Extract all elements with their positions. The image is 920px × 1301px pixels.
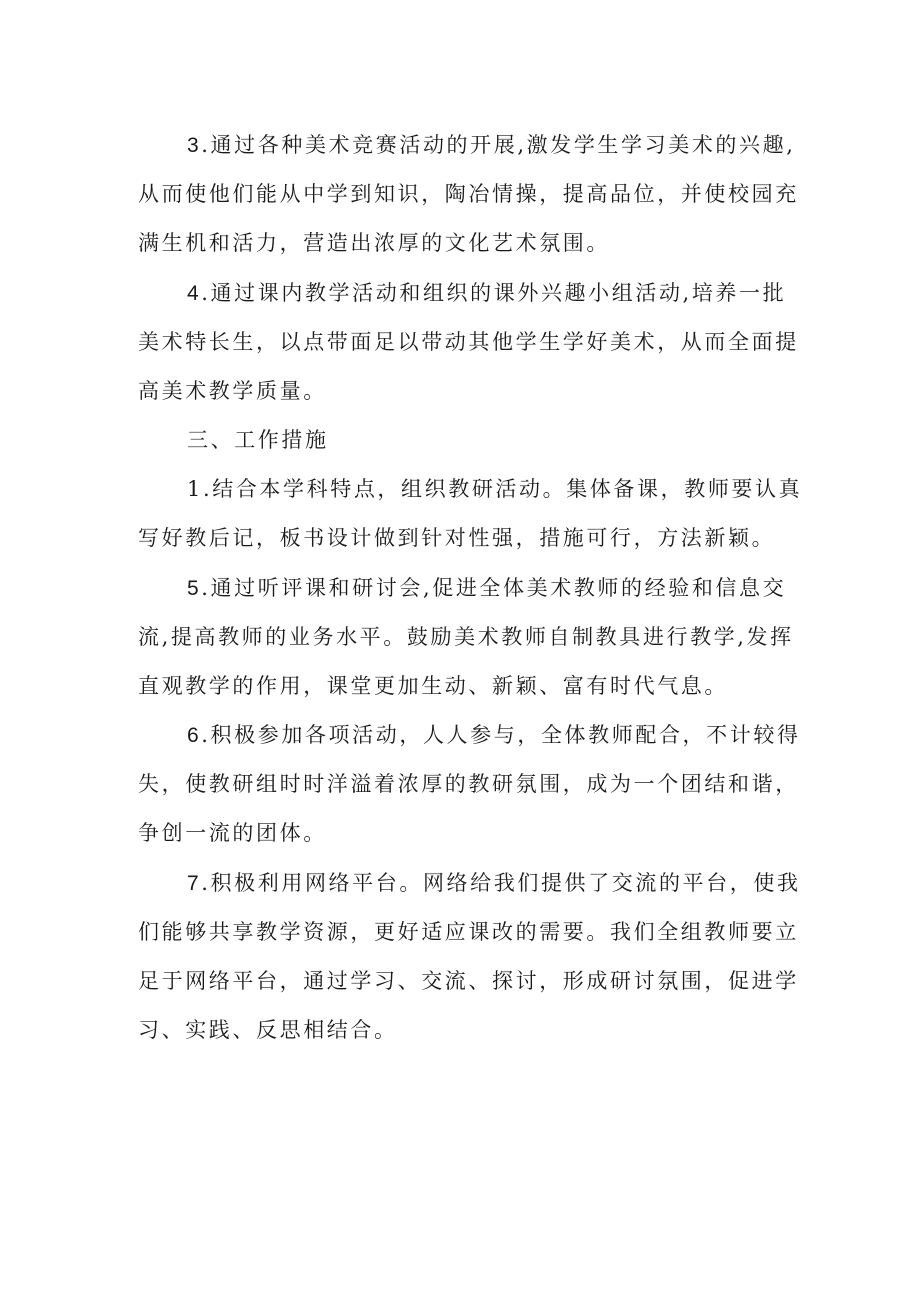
- item-6-number: 6: [187, 724, 202, 747]
- item-5-line-1: [187, 574, 786, 603]
- item-7-line-4: 习、实践、反思相结合。: [138, 1018, 398, 1042]
- item-7-number: 7: [187, 872, 202, 895]
- item-6-line-2: 失，使教研组时时洋溢着浓厚的教研氛围，成为一个团结和谐，: [138, 772, 799, 796]
- item-3-line-3: 满生机和活力，营造出浓厚的文化艺术氛围。: [138, 231, 610, 255]
- item-7-line-3: 足于网络平台，通过学习、交流、探讨，形成研讨氛围，促进学: [138, 969, 799, 993]
- item-1-line-2: 写好教后记，板书设计做到针对性强，措施可行，方法新颖。: [138, 526, 776, 550]
- item-5-line-3: 直观教学的作用，课堂更加生动、新颖、富有时代气息。: [138, 674, 728, 698]
- item-3-line-2: 从而使他们能从中学到知识，陶冶情操，提高品位，并使校园充: [138, 182, 799, 206]
- item-7-line-2: 们能够共享教学资源，更好适应课改的需要。我们全组教师要立: [138, 920, 799, 944]
- item-3-number: 3: [187, 134, 202, 157]
- item-5-number: 5: [187, 577, 202, 600]
- item-5-line-2: 流,提高教师的业务水平。鼓励美术教师自制教具进行教学,发挥: [138, 625, 794, 649]
- item-4-line-3: 高美术教学质量。: [138, 379, 327, 403]
- item-6-line-3: 争创一流的团体。: [138, 821, 327, 845]
- section-heading: 三、工作措施: [187, 428, 329, 452]
- item-7-line-1: [187, 869, 801, 898]
- item-4-line-2: 美术特长生，以点带面足以带动其他学生学好美术，从而全面提: [138, 330, 799, 354]
- item-6-line-1: [187, 721, 801, 750]
- item-6-text-1: .积极参加各项活动，人人参与，全体教师配合，不计较得: [201, 723, 801, 747]
- item-4-line-1: [187, 279, 786, 308]
- item-5-text-1: .通过听评课和研讨会,促进全体美术教师的经验和信息交: [201, 576, 787, 600]
- item-4-text-1: .通过课内教学活动和组织的课外兴趣小组活动,培养一批: [201, 281, 787, 305]
- item-3-line-1: [187, 131, 796, 160]
- item-4-number: 4: [187, 282, 202, 305]
- item-1-line-1: 1.结合本学科特点，组织教研活动。集体备课，教师要认真: [187, 477, 803, 501]
- item-3-text-1: .通过各种美术竞赛活动的开展,激发学生学习美术的兴趣,: [201, 133, 796, 157]
- item-7-text-1: .积极利用网络平台。网络给我们提供了交流的平台，使我: [201, 871, 801, 895]
